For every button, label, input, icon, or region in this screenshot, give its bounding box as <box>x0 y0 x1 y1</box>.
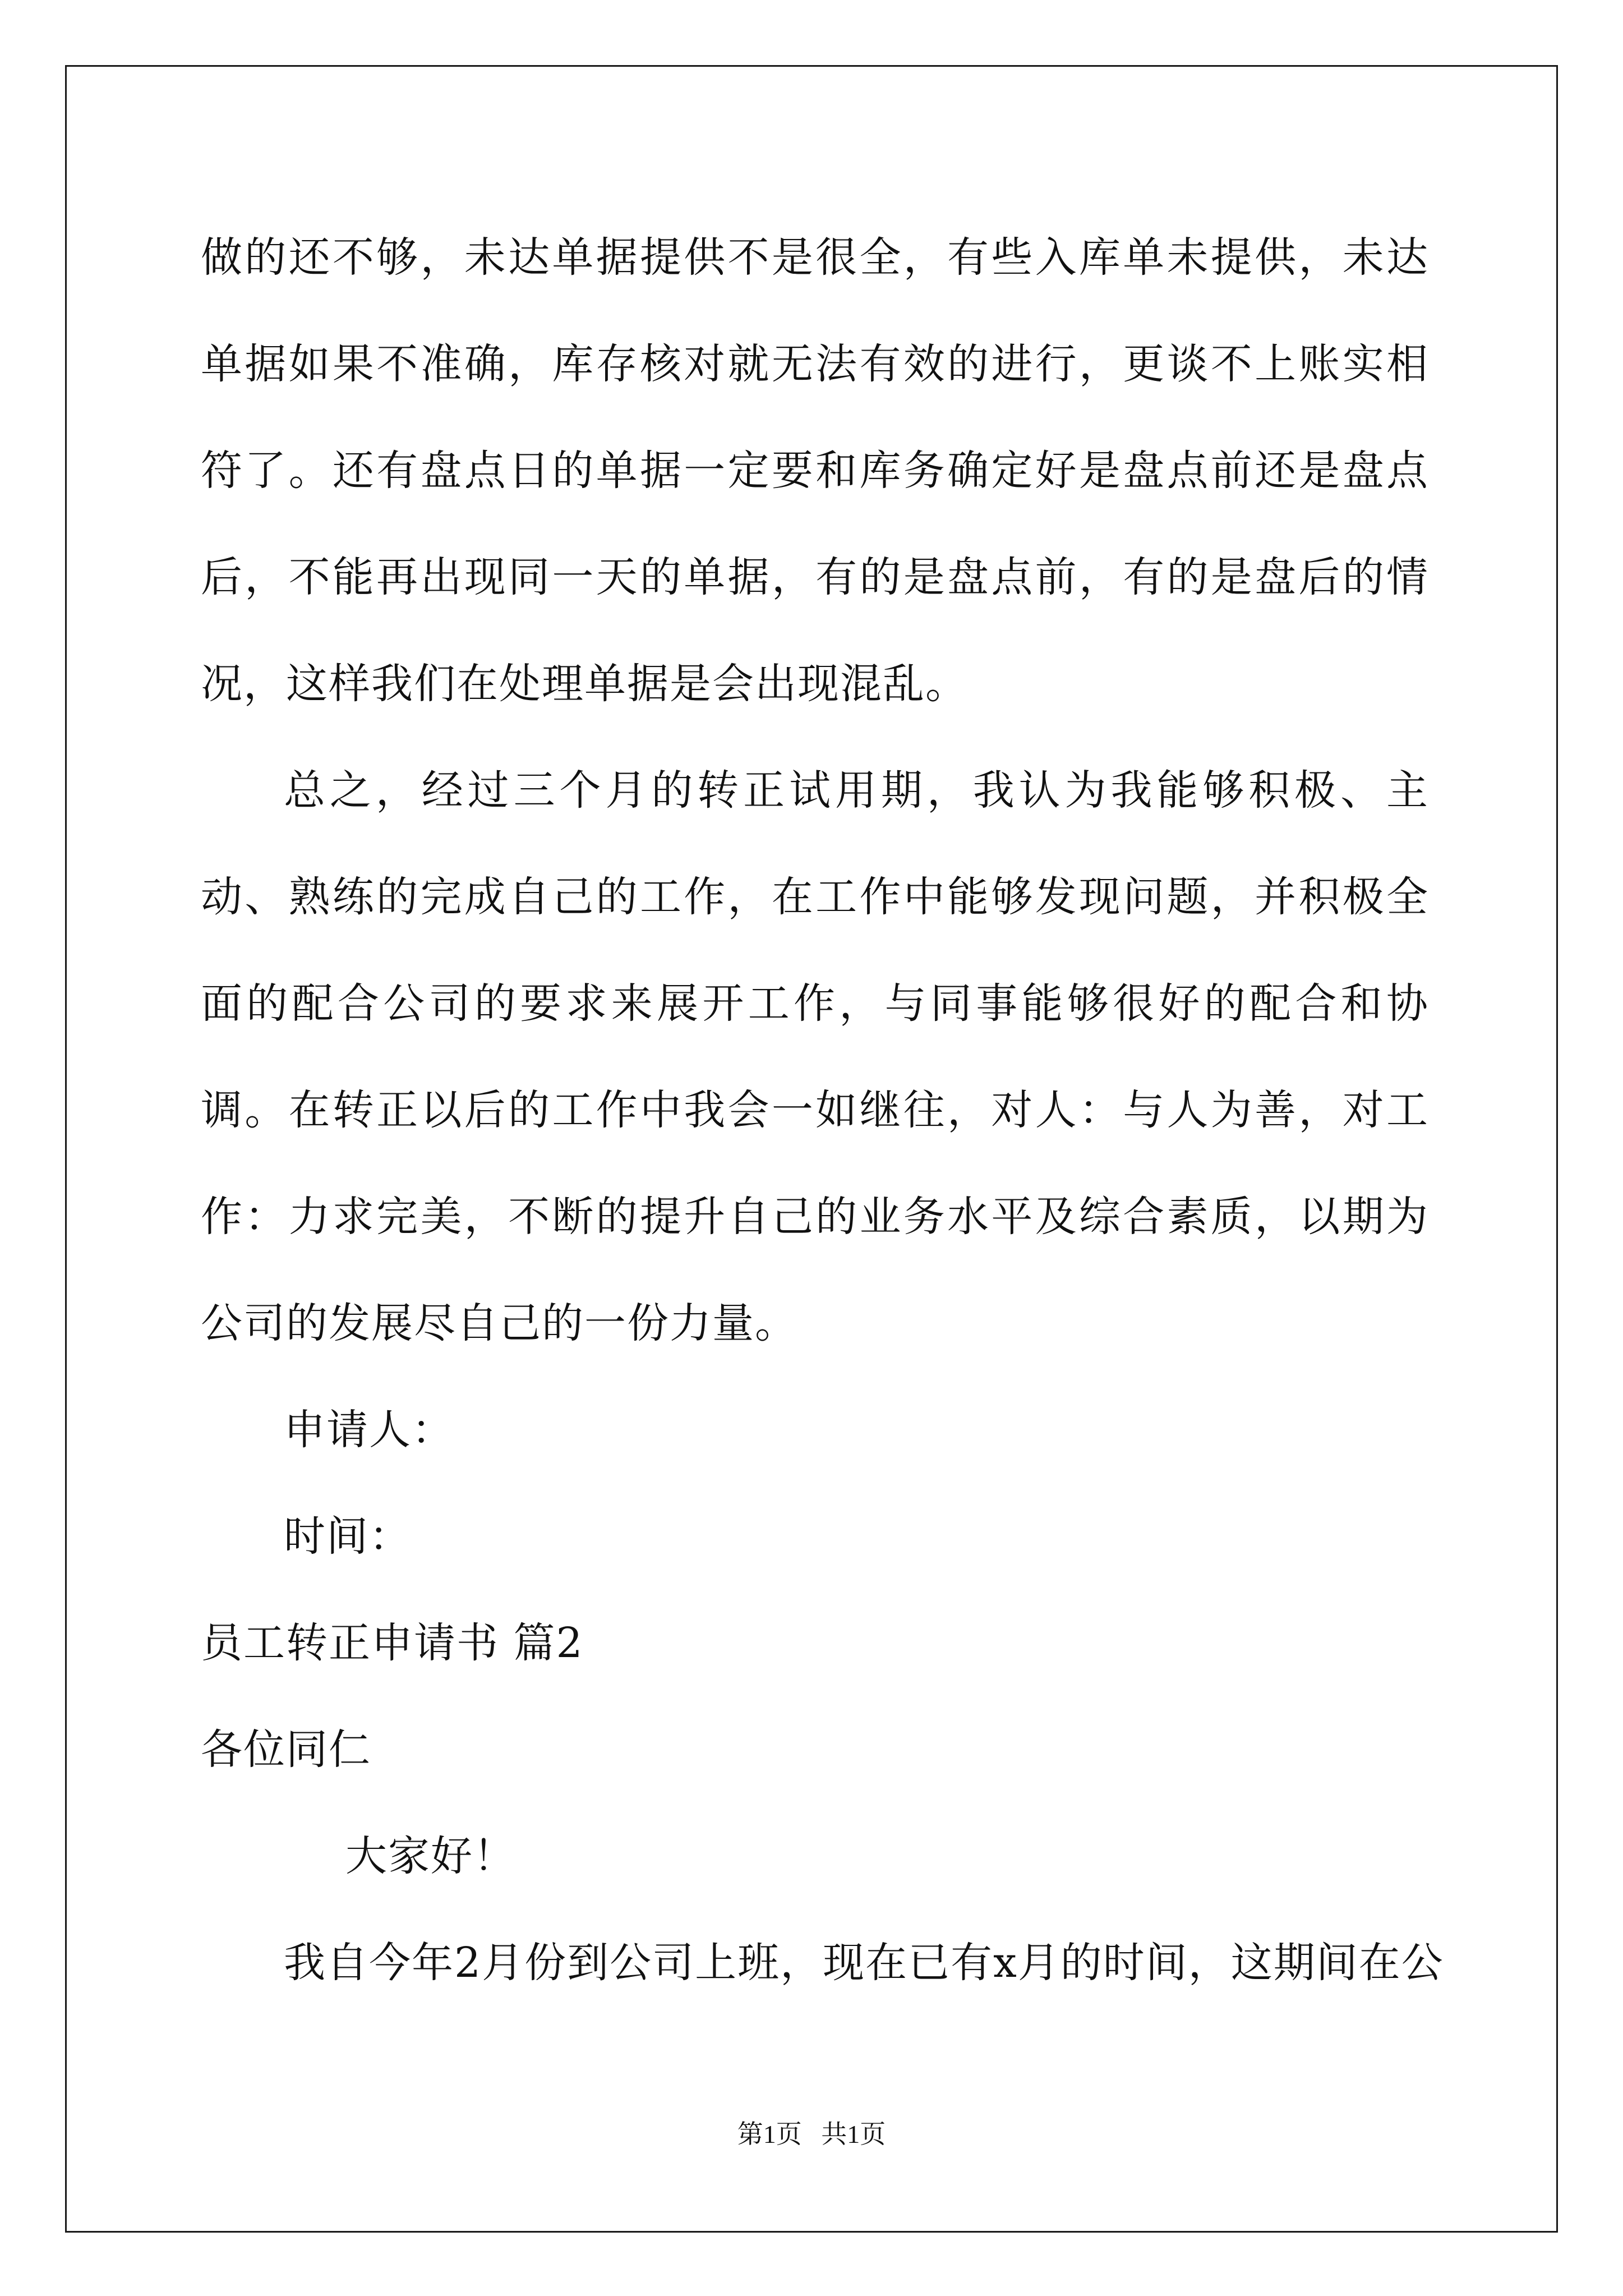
paragraph-opening: 我自今年2月份到公司上班，现在已有x月的时间，这期间在公 <box>284 1939 1444 1987</box>
greeting: 大家好！ <box>345 1832 516 1880</box>
salutation: 各位同仁 <box>201 1726 371 1774</box>
date-label: 时间： <box>284 1512 412 1561</box>
document-body <box>201 204 1444 2016</box>
paragraph-continuation: 做的还不够，未达单据提供不是很全，有些入库单未提供，未达单据如果不准确，库存核对就无法有效的进行，更谈不上账实相符了。还有盘点日的单据一定要和库务确定好是盘点前还是盘点后，不能再出现同一天的单据，有的是盘点前，有的是盘后的情况，这样我们在处理单据是会出现混乱。 <box>201 233 1429 708</box>
applicant-label: 申请人： <box>284 1406 454 1454</box>
paragraph-summary: 总之，经过三个月的转正试用期，我认为我能够积极、主动、熟练的完成自己的工作，在工作中能够发现问题，并积极全面的配合公司的要求来展开工作，与同事能够很好的配合和协调。在转正以后的工作中我会一如继往，对人：与人为善，对工作：力求完美，不断的提升自己的业务水平及综合素质，以期为公司的发展尽自己的一份力量。 <box>201 766 1429 1347</box>
section-title: 员工转正申请书 篇2 <box>201 1619 584 1667</box>
page-footer: 第1页 共1页 <box>737 2120 886 2148</box>
